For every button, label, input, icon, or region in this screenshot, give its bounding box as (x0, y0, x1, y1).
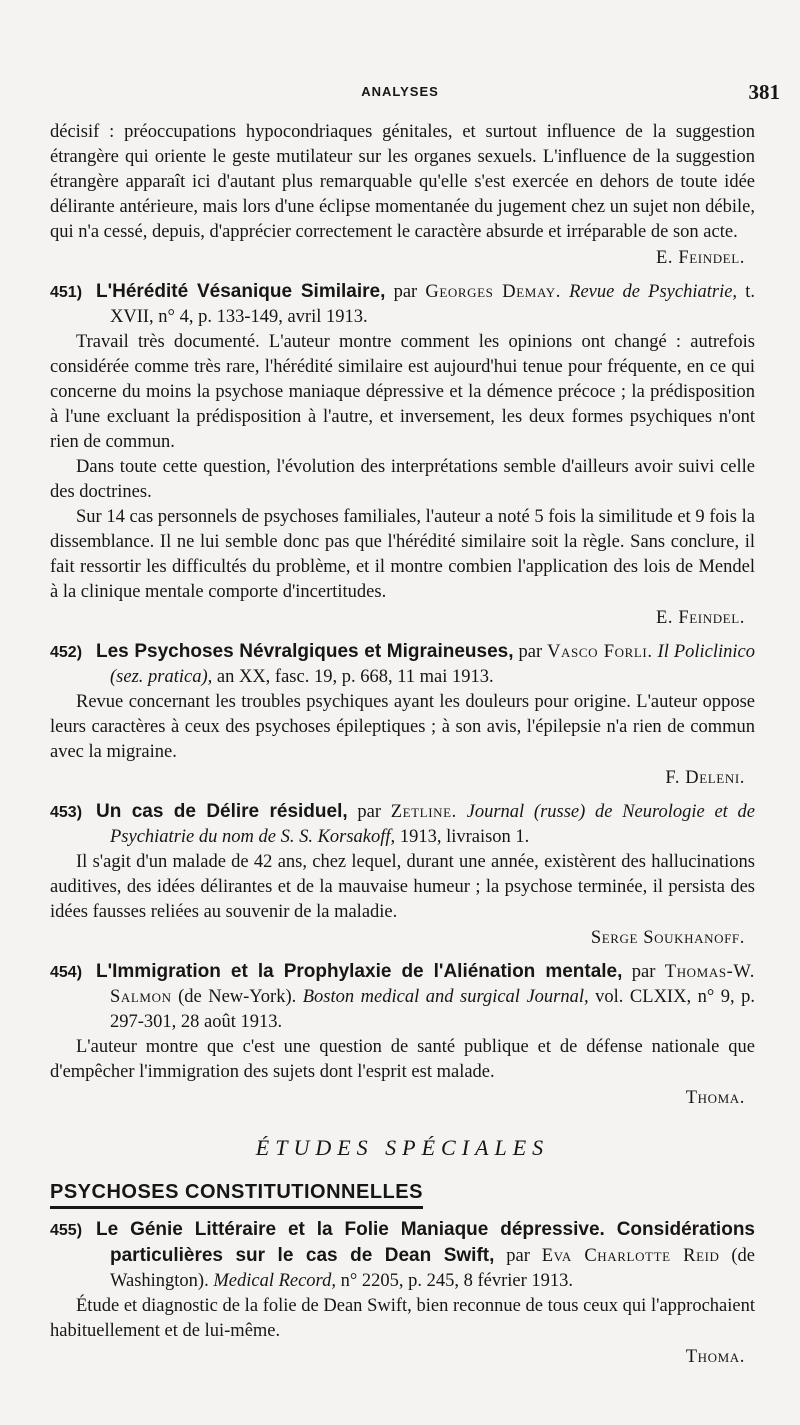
entry-details: an XX, fasc. 19, p. 668, 11 mai 1913. (212, 667, 494, 687)
entry-number: 451) (50, 284, 83, 301)
entry-paragraph: Revue concernant les troubles psychiques ayant les douleurs pour origine. L'auteur oppose leurs caractères à ceux des psychoses épileptiques ; à son avis, l'épilepsie n'a rien de commun avec la migraine. (50, 692, 755, 762)
intro-signature: E. Feindel. (656, 248, 745, 268)
entry-heading (50, 639, 755, 690)
entry-details: vol. CLXIX, n° 9, p. 297-301, 28 août 1913. (110, 987, 755, 1032)
entry-source: Boston medical and surgical Journal, (296, 987, 589, 1007)
entry-source: Medical Record, (208, 1271, 336, 1291)
intro-paragraph: décisif : préoccupations hypocondriaques génitales, et surtout influence de la suggestion étrangère qui oriente le geste mutilateur sur les organes sexuels. L'influence de la suggestion étrangère apparaît ici d'autant plus remarquable qu'elle s'est exercée en dehors de toute idée délirante antérieure, mais lors d'une éclipse momentanée du jugement chez un sujet non débile, qui n'a cessé, depuis, d'apprécier correctement le caractère absurde et irréparable de son acte. (50, 122, 755, 242)
entry-heading (50, 1217, 755, 1294)
entry-number: 454) (50, 964, 83, 981)
entry-number: 455) (50, 1222, 83, 1239)
entry-heading (50, 799, 755, 850)
subsection-title: PSYCHOSES CONSTITUTIONNELLES (50, 1181, 423, 1209)
entry-by: par (622, 962, 665, 982)
entry-451 (50, 279, 755, 631)
entry-title: Un cas de Délire résiduel, (96, 801, 348, 822)
entry-number: 453) (50, 804, 83, 821)
entry-paragraph: L'auteur montre que c'est une question de santé publique et de défense nationale que d'empêcher l'immigration des sujets dont l'esprit est malade. (50, 1037, 755, 1082)
main-content (50, 120, 755, 1370)
entry-453 (50, 799, 755, 951)
entry-signature: E. Feindel. (656, 608, 745, 628)
entry-number: 452) (50, 644, 83, 661)
entry-source-prefix: (de New-York). (171, 987, 297, 1007)
entry-452 (50, 639, 755, 791)
entry-by: par (385, 282, 426, 302)
entry-title: Les Psychoses Névralgiques et Migraineuses, (96, 641, 514, 662)
entry-heading (50, 279, 755, 330)
entry-details: 1913, livraison 1. (395, 827, 530, 847)
entry-title: L'Immigration et la Prophylaxie de l'Aliénation mentale, (96, 961, 623, 982)
entry-signature: Thoma. (685, 1347, 745, 1367)
entry-source-prefix: (de Washington). (110, 1246, 755, 1291)
entry-by: par (494, 1246, 542, 1266)
entry-author: Georges Demay. (425, 282, 561, 302)
entry-paragraph: Travail très documenté. L'auteur montre comment les opinions ont changé : autrefois considérée comme très rare, l'hérédité similaire est aujourd'hui tenue pour fréquente, en ce qui concerne du moins la psychose maniaque dépressive et la démence précoce ; la prédisposition à l'une excluant la prédisposition à l'autre, et inversement, les deux formes psychiques n'ont rien de commun. (50, 332, 755, 452)
page-number: 381 (748, 80, 780, 104)
entry-source: Revue de Psychiatrie, (560, 282, 738, 302)
entry-455 (50, 1217, 755, 1370)
entry-heading (50, 959, 755, 1035)
running-header: ANALYSES (361, 84, 439, 99)
entry-author: Vasco Forli. (547, 642, 653, 662)
entry-author: Zetline. (390, 802, 457, 822)
section-title: ÉTUDES SPÉCIALES (255, 1135, 550, 1160)
entry-author: Thomas-W. Salmon (110, 962, 755, 1007)
entry-signature: F. Deleni. (665, 768, 745, 788)
entry-by: par (513, 642, 548, 662)
entry-signature: Thoma. (685, 1088, 745, 1108)
entry-454 (50, 959, 755, 1111)
entry-details: t. XVII, n° 4, p. 133-149, avril 1913. (110, 282, 755, 327)
entry-details: n° 2205, p. 245, 8 février 1913. (335, 1271, 574, 1291)
entry-title: L'Hérédité Vésanique Similaire, (96, 281, 386, 302)
entry-paragraph: Dans toute cette question, l'évolution des interprétations semble d'ailleurs avoir suivi celle des doctrines. (50, 457, 755, 502)
entry-signature: Serge Soukhanoff. (590, 928, 745, 948)
entry-paragraph: Il s'agit d'un malade de 42 ans, chez lequel, durant une année, existèrent des hallucinations auditives, des idées délirantes et de la mauvaise humeur ; la psychose terminée, il persista des idées fausses reliées au souvenir de la maladie. (50, 852, 755, 922)
entry-by: par (347, 802, 391, 822)
entry-author: Eva Charlotte Reid (541, 1246, 720, 1266)
entry-title: Le Génie Littéraire et la Folie Maniaque dépressive. Considérations particulières sur le cas de Dean Swift, (96, 1219, 755, 1266)
entry-paragraph: Étude et diagnostic de la folie de Dean Swift, bien reconnue de tous ceux qui l'approchaient habituellement et de lui-même. (50, 1296, 755, 1341)
entry-source: Journal (russe) de Neurologie et de Psychiatrie du nom de S. S. Korsakoff, (110, 802, 755, 847)
entry-paragraph: Sur 14 cas personnels de psychoses familiales, l'auteur a noté 5 fois la similitude et 9 fois la dissemblance. Il ne lui semble donc pas que l'hérédité similaire soit la règle. Sans conclure, il fait ressortir les difficultés du problème, et il montre combien l'application des lois de Mendel à la clinique mentale comporte d'incertitudes. (50, 507, 755, 602)
entry-source: Il Policlinico (sez. pratica), (110, 642, 755, 687)
